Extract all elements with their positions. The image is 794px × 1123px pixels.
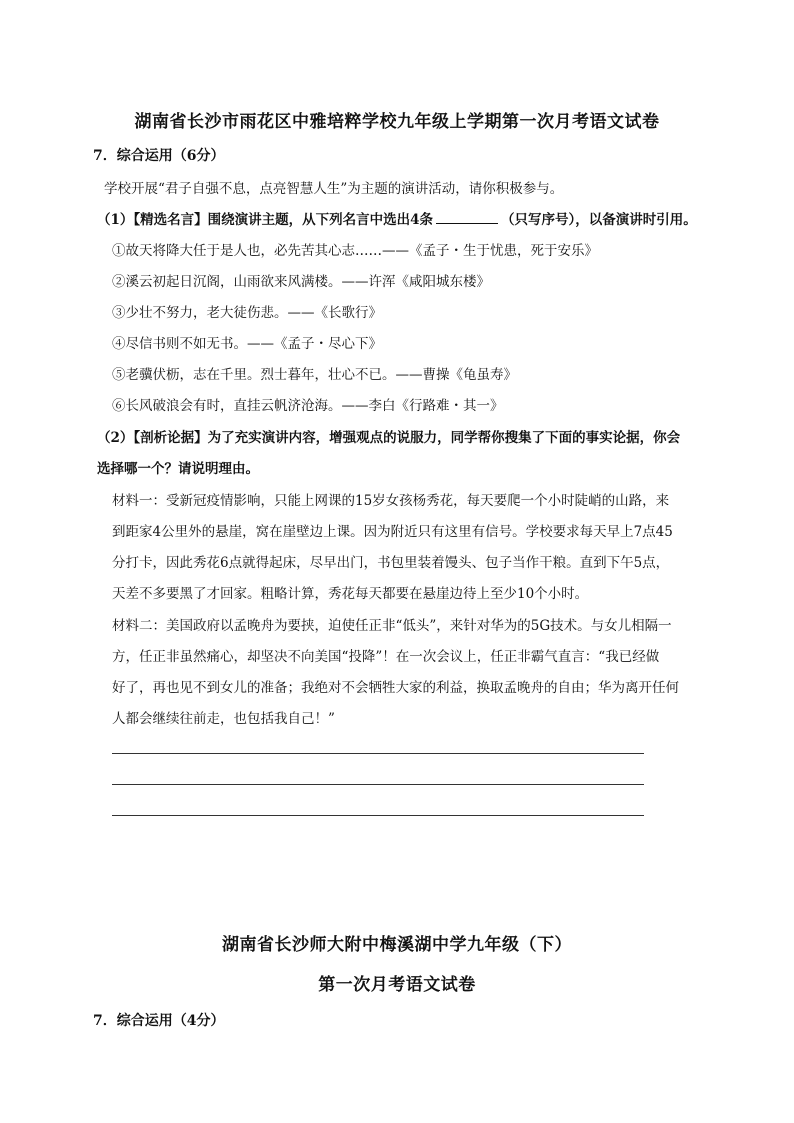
quote-item: ⑥长风破浪会有时，直挂云帆济沧海。——李白《行路难・其一》 — [112, 398, 504, 414]
quote-item: ③少壮不努力，老大徒伤悲。——《长歌行》 — [112, 305, 382, 321]
question-7-header-2: 7．综合运用（4分） — [93, 1013, 225, 1029]
part-1-prompt — [97, 208, 697, 228]
quote-item: ①故天将降大任于是人也，必先苦其心志……——《孟子・生于忧患，死于安乐》 — [112, 243, 598, 259]
material-2-line: 方，任正非虽然痛心，却坚决不向美国“投降”！在一次会议上，任正非霸气直言：“我已经做 — [112, 649, 660, 665]
part-2-prompt-line1: （2）【剖析论据】为了充实演讲内容，增强观点的说服力，同学帮你搜集了下面的事实论据，你会 — [97, 430, 681, 446]
quote-item: ④尽信书则不如无书。——《孟子・尽心下》 — [112, 336, 382, 352]
quote-item: ⑤老骥伏枥，志在千里。烈士暮年，壮心不已。——曹操《龟虽寿》 — [112, 367, 517, 383]
activity-intro: 学校开展“君子自强不息，点亮智慧人生”为主题的演讲活动，请你积极参与。 — [104, 181, 564, 197]
material-1-line: 天差不多要黑了才回家。粗略计算，秀花每天都要在悬崖边待上至少10个小时。 — [112, 586, 589, 602]
material-2-line: 好了，再也见不到女儿的准备；我绝对不会牺牲大家的利益，换取孟晚舟的自由；华为离开任何 — [112, 680, 679, 696]
part-1-suffix: （只写序号），以备演讲时引用。 — [501, 212, 697, 228]
quote-item: ②溪云初起日沉阁，山雨欲来风满楼。——许浑《咸阳城东楼》 — [112, 274, 490, 290]
answer-line[interactable] — [112, 753, 644, 754]
answer-line[interactable] — [112, 784, 644, 785]
material-1-line: 到距家4公里外的悬崖，窝在崖壁边上课。因为附近只有这里有信号。学校要求每天早上7点45 — [112, 524, 673, 540]
answer-blank[interactable] — [436, 211, 498, 224]
exam-title-1: 湖南省长沙市雨花区中雅培粹学校九年级上学期第一次月考语文试卷 — [134, 112, 660, 132]
part-2-prompt-line2: 选择哪一个？请说明理由。 — [97, 461, 259, 477]
exam-title-2-line1: 湖南省长沙师大附中梅溪湖中学九年级（下） — [222, 935, 572, 955]
answer-line[interactable] — [112, 815, 644, 816]
part-1-prefix: （1）【精选名言】围绕演讲主题，从下列名言中选出4条 — [97, 212, 434, 228]
material-2-line: 材料二：美国政府以孟晚舟为要挟，迫使任正非“低头”，来针对华为的5G技术。与女儿相隔一 — [112, 618, 672, 634]
material-1-line: 分打卡，因此秀花6点就得起床，尽早出门，书包里装着馒头、包子当作干粮。直到下午5点， — [112, 555, 670, 571]
material-2-line: 人都会继续往前走，也包括我自己！” — [112, 711, 335, 727]
question-7-header: 7．综合运用（6分） — [93, 148, 225, 164]
material-1-line: 材料一：受新冠疫情影响，只能上网课的15岁女孩杨秀花，每天要爬一个小时陡峭的山路，来 — [112, 493, 670, 509]
exam-title-2-line2: 第一次月考语文试卷 — [318, 975, 476, 995]
